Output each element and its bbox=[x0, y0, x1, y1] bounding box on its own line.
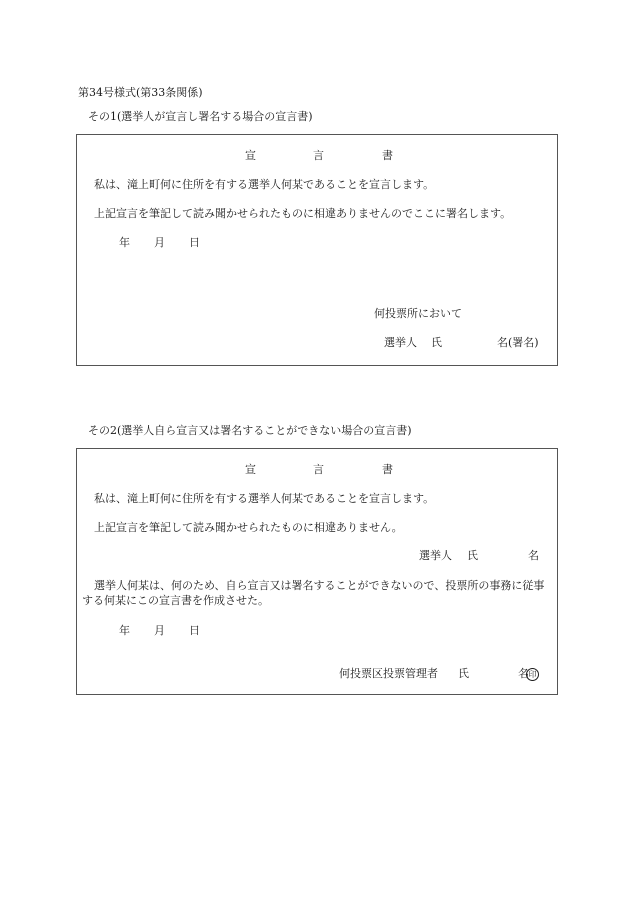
section1-date-year: 年 bbox=[119, 236, 130, 249]
section1-name-left: 氏 bbox=[431, 336, 442, 349]
section2-name-right: 名 bbox=[528, 549, 539, 562]
section2-signer-label: 選挙人 bbox=[419, 549, 452, 562]
section2-confirmation-line: 上記宣言を筆記して読み聞かせられたものに相違ありません。 bbox=[94, 521, 403, 534]
section2-date-month: 月 bbox=[154, 624, 165, 637]
section1-heading: その1(選挙人が宣言し署名する場合の宣言書) bbox=[88, 110, 313, 123]
section2-manager-label: 何投票区投票管理者 bbox=[339, 667, 438, 680]
section2-manager-name-left: 氏 bbox=[458, 667, 469, 680]
section2-manager-name-right bbox=[518, 667, 539, 681]
section2-title-char-2: 言 bbox=[313, 463, 324, 476]
section2-title-char-3: 書 bbox=[382, 463, 393, 476]
seal-icon: 印 bbox=[526, 668, 539, 681]
section1-date-month: 月 bbox=[154, 236, 165, 249]
section1-title-char-2: 言 bbox=[313, 149, 324, 162]
section1-date-day: 日 bbox=[189, 236, 200, 249]
section2-manager-name-right-text: 名 bbox=[518, 667, 529, 680]
form-number: 第34号様式(第33条関係) bbox=[78, 86, 203, 99]
section2-date-day: 日 bbox=[189, 624, 200, 637]
section1-declaration-box bbox=[76, 134, 558, 366]
section1-polling-place: 何投票所において bbox=[374, 307, 462, 320]
section1-name-right: 名(署名) bbox=[497, 336, 539, 349]
section1-signer-label: 選挙人 bbox=[384, 336, 417, 349]
section2-title-char-1: 宣 bbox=[245, 463, 256, 476]
section2-proxy-text: 選挙人何某は、何のため、自ら宣言又は署名することができないので、投票所の事務に従事する何某にこの宣言書を作成させた。 bbox=[82, 579, 545, 607]
section1-confirmation-line: 上記宣言を筆記して読み聞かせられたものに相違ありませんのでここに署名します。 bbox=[94, 207, 512, 220]
section2-name-left: 氏 bbox=[467, 549, 478, 562]
section2-proxy-paragraph bbox=[82, 578, 554, 608]
section1-title-char-1: 宣 bbox=[245, 149, 256, 162]
section2-heading: その2(選挙人自ら宣言又は署名することができない場合の宣言書) bbox=[88, 424, 412, 437]
section2-date-year: 年 bbox=[119, 624, 130, 637]
section1-declaration-line: 私は、滝上町何に住所を有する選挙人何某であることを宣言します。 bbox=[94, 178, 435, 191]
section1-title-char-3: 書 bbox=[382, 149, 393, 162]
section2-declaration-line: 私は、滝上町何に住所を有する選挙人何某であることを宣言します。 bbox=[94, 492, 435, 505]
section2-declaration-box bbox=[76, 448, 558, 695]
